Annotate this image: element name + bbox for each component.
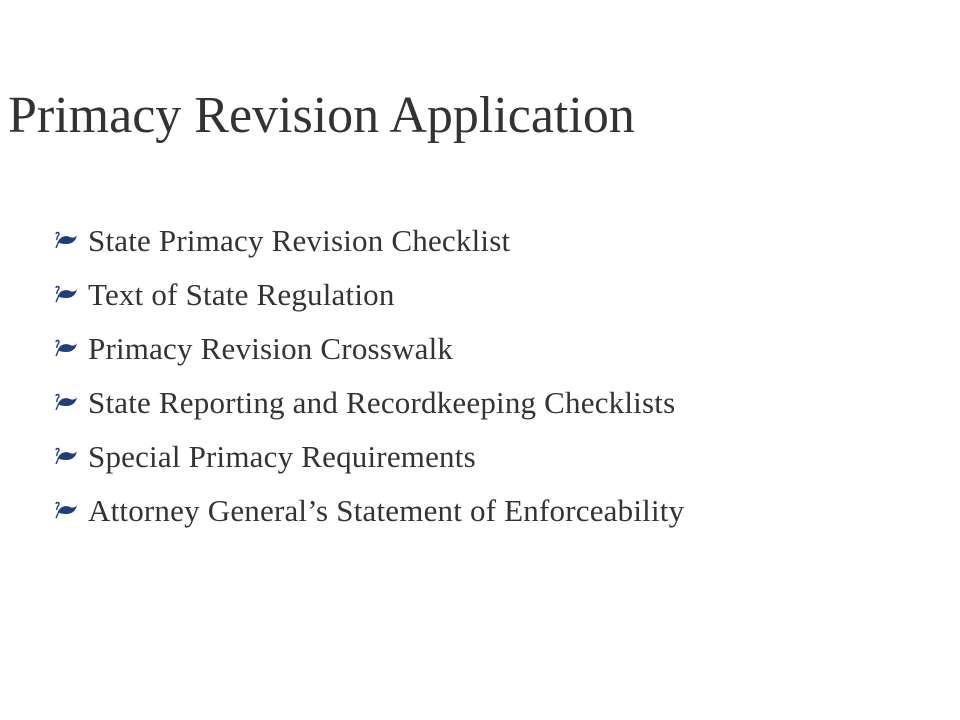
floral-heart-icon bbox=[52, 501, 78, 521]
bullet-text: Primacy Revision Crosswalk bbox=[88, 331, 454, 366]
bullet-item bbox=[52, 430, 684, 484]
bullet-text: Attorney General’s Statement of Enforceability bbox=[88, 493, 685, 528]
bullet-item bbox=[52, 484, 684, 538]
slide-title: Primacy Revision Application bbox=[8, 87, 635, 144]
bullet-item bbox=[52, 214, 684, 268]
bullet-item bbox=[52, 376, 684, 430]
bullet-item bbox=[52, 322, 684, 376]
bullet-text: State Primacy Revision Checklist bbox=[88, 223, 511, 258]
bullet-text: State Reporting and Recordkeeping Checklists bbox=[88, 385, 676, 420]
floral-heart-icon bbox=[52, 339, 78, 359]
bullet-list bbox=[52, 214, 684, 538]
floral-heart-icon bbox=[52, 231, 78, 251]
bullet-text: Text of State Regulation bbox=[88, 277, 395, 312]
floral-heart-icon bbox=[52, 393, 78, 413]
bullet-item bbox=[52, 268, 684, 322]
floral-heart-icon bbox=[52, 447, 78, 467]
floral-heart-icon bbox=[52, 285, 78, 305]
bullet-text: Special Primacy Requirements bbox=[88, 439, 476, 474]
